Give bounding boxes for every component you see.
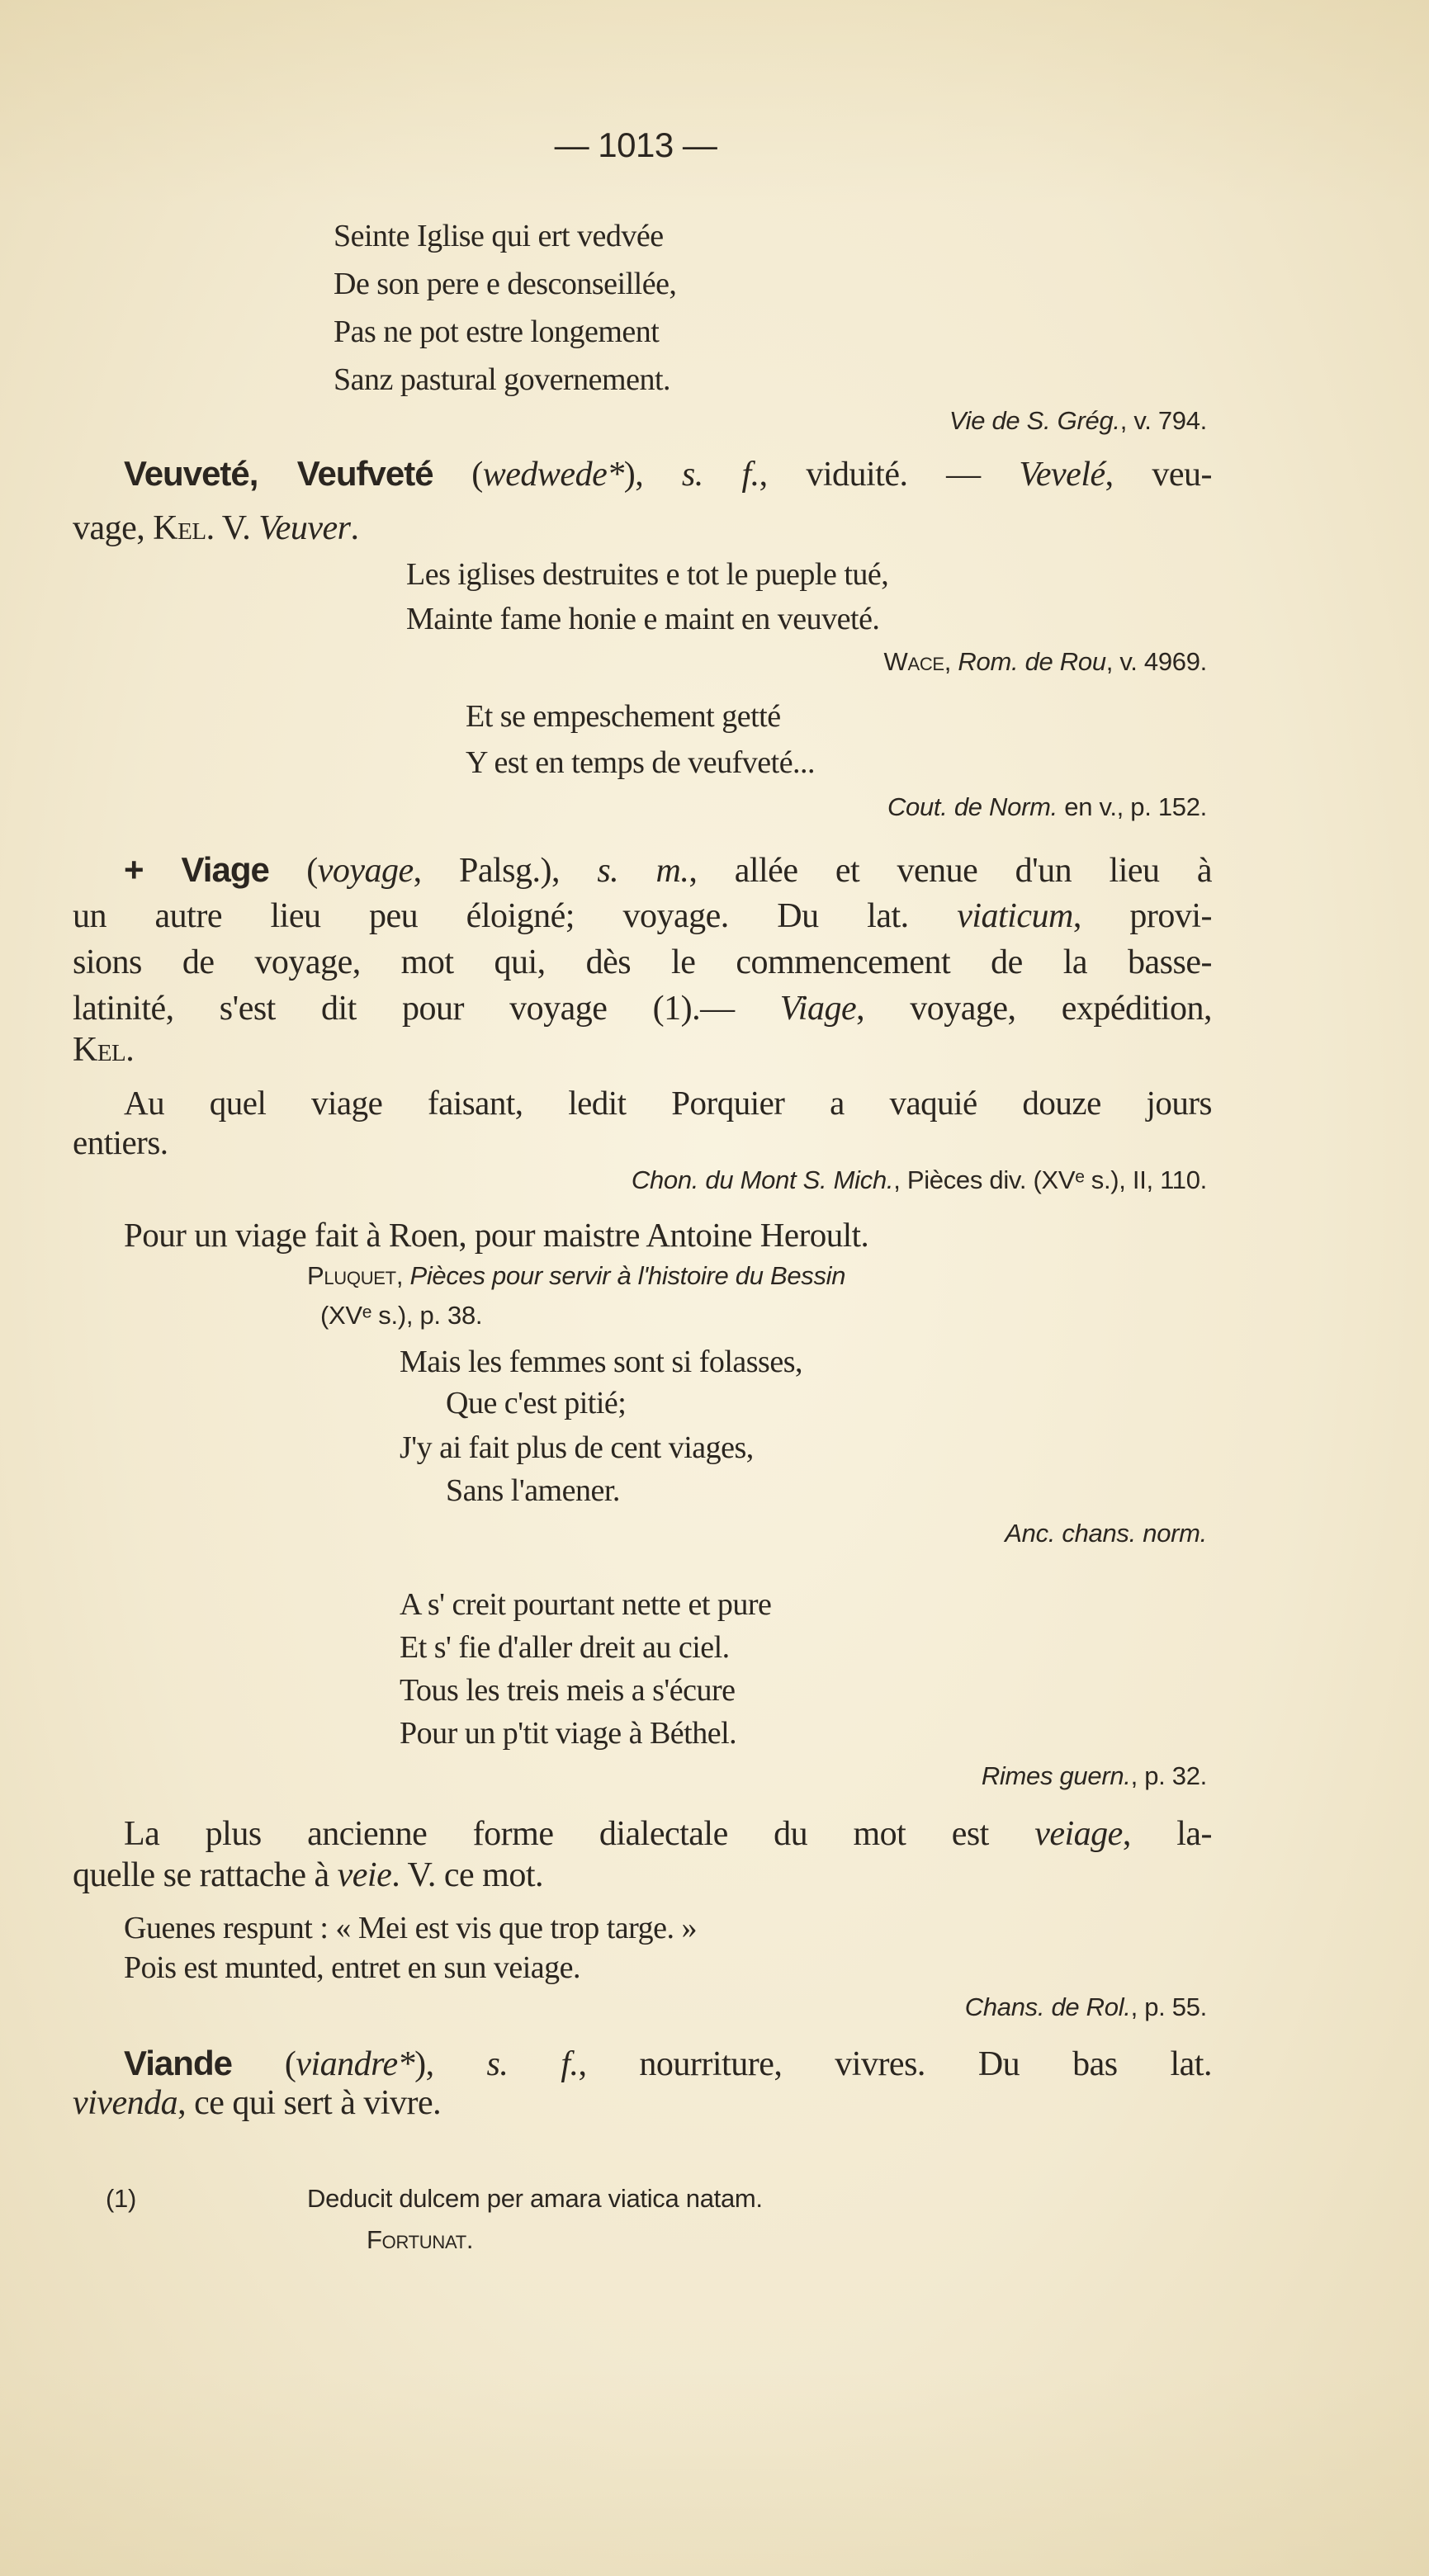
text-segment: , p. 55. xyxy=(1130,1992,1207,2021)
citation xyxy=(887,787,1207,828)
verse xyxy=(124,1907,697,1949)
italic-text: viandre* xyxy=(296,2045,415,2083)
text-segment: , voyage, expédition, xyxy=(856,990,1213,1028)
text-segment: Guenes respunt : « Mei est vis que trop targe. » xyxy=(124,1911,697,1945)
citation xyxy=(982,1756,1207,1797)
text-segment: , v. 794. xyxy=(1119,406,1207,435)
italic-text: wedwede* xyxy=(482,456,624,494)
text-segment: Sans l'amener. xyxy=(446,1473,620,1508)
italic-text: Chon. du Mont S. Mich. xyxy=(631,1165,894,1194)
citation xyxy=(949,400,1207,442)
italic-text: s. f. xyxy=(486,2045,579,2083)
text-segment: . V. xyxy=(206,509,259,547)
entry-line xyxy=(73,988,1212,1029)
author-name: Fortunat. xyxy=(367,2225,474,2254)
headword: + xyxy=(124,850,182,889)
text-segment: Mais les femmes sont si folasses, xyxy=(400,1345,803,1379)
verse xyxy=(334,215,664,257)
verse xyxy=(400,1584,771,1625)
text-segment: , allée et venue d'un lieu à xyxy=(688,852,1212,890)
verse xyxy=(400,1713,736,1754)
verse xyxy=(334,311,659,352)
entry-line xyxy=(124,849,1212,891)
text-segment: ), xyxy=(414,2045,487,2083)
text-segment: un autre lieu peu éloigné; voyage. Du lat. xyxy=(73,897,958,935)
text-segment: . xyxy=(125,1031,135,1069)
italic-text: Cout. de Norm. xyxy=(887,792,1058,821)
text-segment: Au quel viage faisant, ledit Porquier a vaquié douze jours xyxy=(124,1084,1212,1122)
text-segment: Pour un viage fait à Roen, pour maistre Antoine Heroult. xyxy=(124,1216,869,1254)
verse xyxy=(400,1427,754,1468)
text-segment: , viduité. — xyxy=(759,456,1020,494)
text-segment: La plus ancienne forme dialectale du mot est xyxy=(124,1815,1035,1853)
quote-line xyxy=(124,1082,1212,1123)
headword: Viage xyxy=(181,850,269,889)
italic-text: voyage xyxy=(317,852,414,890)
text-segment: Deducit dulcem per amara viatica natam. xyxy=(307,2184,763,2213)
author-name: Kel xyxy=(73,1031,126,1069)
verse xyxy=(466,696,781,737)
entry-line xyxy=(124,1813,1212,1855)
citation xyxy=(320,1295,482,1336)
verse xyxy=(406,554,888,595)
italic-text: vivenda xyxy=(73,2084,178,2122)
footnote xyxy=(307,2178,763,2219)
text-segment: Seinte Iglise qui ert vedvée xyxy=(334,219,664,253)
citation xyxy=(307,1255,845,1297)
verse xyxy=(400,1670,736,1711)
text-segment: . xyxy=(350,509,359,547)
italic-text: s. f. xyxy=(681,456,759,494)
text-segment: (1) xyxy=(106,2184,136,2213)
text-segment: Pour un p'tit viage à Béthel. xyxy=(400,1716,737,1751)
text-segment: ( xyxy=(268,852,318,890)
citation xyxy=(965,1987,1207,2028)
italic-text: Veuver xyxy=(258,509,351,547)
citation xyxy=(883,641,1207,683)
italic-text: viaticum xyxy=(957,897,1073,935)
verse xyxy=(124,1947,580,1988)
italic-text: Viage xyxy=(779,990,857,1028)
italic-text: Rom. de Rou xyxy=(958,647,1106,676)
italic-text: s. m. xyxy=(597,852,689,890)
text-segment: entiers. xyxy=(73,1123,168,1161)
verse xyxy=(400,1341,802,1383)
text-segment: (XVᵉ s.), p. 38. xyxy=(320,1301,483,1330)
verse xyxy=(466,742,815,783)
text-segment: Pois est munted, entret en sun veiage. xyxy=(124,1950,580,1985)
text-segment: Mainte fame honie e maint en veuveté. xyxy=(406,602,880,636)
quote-line xyxy=(73,1122,168,1163)
entry-line xyxy=(73,1029,134,1071)
text-segment: vage, xyxy=(73,509,154,547)
text-segment: Et s' fie d'aller dreit au ciel. xyxy=(400,1630,730,1665)
entry-line xyxy=(73,1855,543,1896)
author-name: Wace xyxy=(883,647,944,676)
verse xyxy=(400,1627,730,1668)
text-segment: , ce qui sert à vivre. xyxy=(177,2084,442,2122)
italic-text: Vevelé xyxy=(1019,456,1105,494)
verse xyxy=(334,359,670,400)
entry-line xyxy=(124,453,1212,494)
text-segment: , p. 32. xyxy=(1130,1761,1207,1790)
text-segment: , la- xyxy=(1122,1815,1213,1853)
italic-text: Rimes guern. xyxy=(981,1761,1131,1790)
author-name: Kel xyxy=(153,509,206,547)
entry-line xyxy=(73,896,1212,937)
text-segment: A s' creit pourtant nette et pure xyxy=(400,1587,772,1622)
text-segment: . V. ce mot. xyxy=(391,1856,544,1894)
text-segment: Et se empeschement getté xyxy=(466,699,781,734)
text-segment: , nourriture, vivres. Du bas lat. xyxy=(578,2045,1212,2083)
text-segment: latinité, s'est dit pour voyage (1).— xyxy=(73,990,780,1028)
text-segment: , provi- xyxy=(1072,897,1212,935)
text-segment: Pas ne pot estre longement xyxy=(334,314,660,349)
italic-text: Pièces pour servir à l'histoire du Bessin xyxy=(409,1261,846,1290)
verse xyxy=(334,263,676,305)
text-segment: , Palsg.), xyxy=(413,852,598,890)
text-segment: en v., p. 152. xyxy=(1057,792,1207,821)
italic-text: Anc. chans. norm. xyxy=(1005,1519,1207,1548)
text-segment: , xyxy=(944,647,958,676)
text-segment: De son pere e desconseillée, xyxy=(334,267,677,301)
text-segment: , veu- xyxy=(1105,456,1212,494)
italic-text: veie xyxy=(337,1856,392,1894)
entry-line xyxy=(73,942,1212,983)
text-segment: , Pièces div. (XVᵉ s.), II, 110. xyxy=(893,1165,1207,1194)
text-segment: Tous les treis meis a s'écure xyxy=(400,1673,736,1708)
text-segment: ), xyxy=(623,456,682,494)
text-segment: J'y ai fait plus de cent viages, xyxy=(400,1430,754,1465)
page-number: — 1013 — xyxy=(554,125,717,164)
verse xyxy=(446,1470,620,1511)
italic-text: Chans. de Rol. xyxy=(964,1992,1131,2021)
headword: Viande xyxy=(124,2044,232,2082)
entry-line xyxy=(124,2043,1212,2084)
text-segment: quelle se rattache à xyxy=(73,1856,338,1894)
citation xyxy=(1005,1513,1207,1554)
entry-line xyxy=(73,2082,441,2124)
headword: Veuveté, Veufveté xyxy=(124,454,433,493)
text-segment: Sanz pastural governement. xyxy=(334,362,671,397)
quote-line xyxy=(124,1214,868,1255)
citation xyxy=(632,1160,1207,1201)
text-segment: , xyxy=(395,1261,410,1290)
footnote xyxy=(367,2219,473,2261)
text-segment: sions de voyage, mot qui, dès le commencement de la basse- xyxy=(73,943,1212,981)
verse xyxy=(446,1383,626,1424)
text-segment: ( xyxy=(433,456,483,494)
italic-text: veiage xyxy=(1034,1815,1123,1853)
entry-line xyxy=(73,508,359,549)
text-segment: Les iglises destruites e tot le pueple tué, xyxy=(406,557,889,592)
text-segment: Y est en temps de veufveté... xyxy=(466,745,816,780)
text-segment: ( xyxy=(231,2045,296,2083)
italic-text: Vie de S. Grég. xyxy=(949,406,1120,435)
text-segment: Que c'est pitié; xyxy=(446,1386,627,1420)
verse xyxy=(406,598,879,640)
footnote-marker xyxy=(106,2178,136,2219)
author-name: Pluquet xyxy=(307,1261,396,1290)
text-segment: , v. 4969. xyxy=(1105,647,1207,676)
